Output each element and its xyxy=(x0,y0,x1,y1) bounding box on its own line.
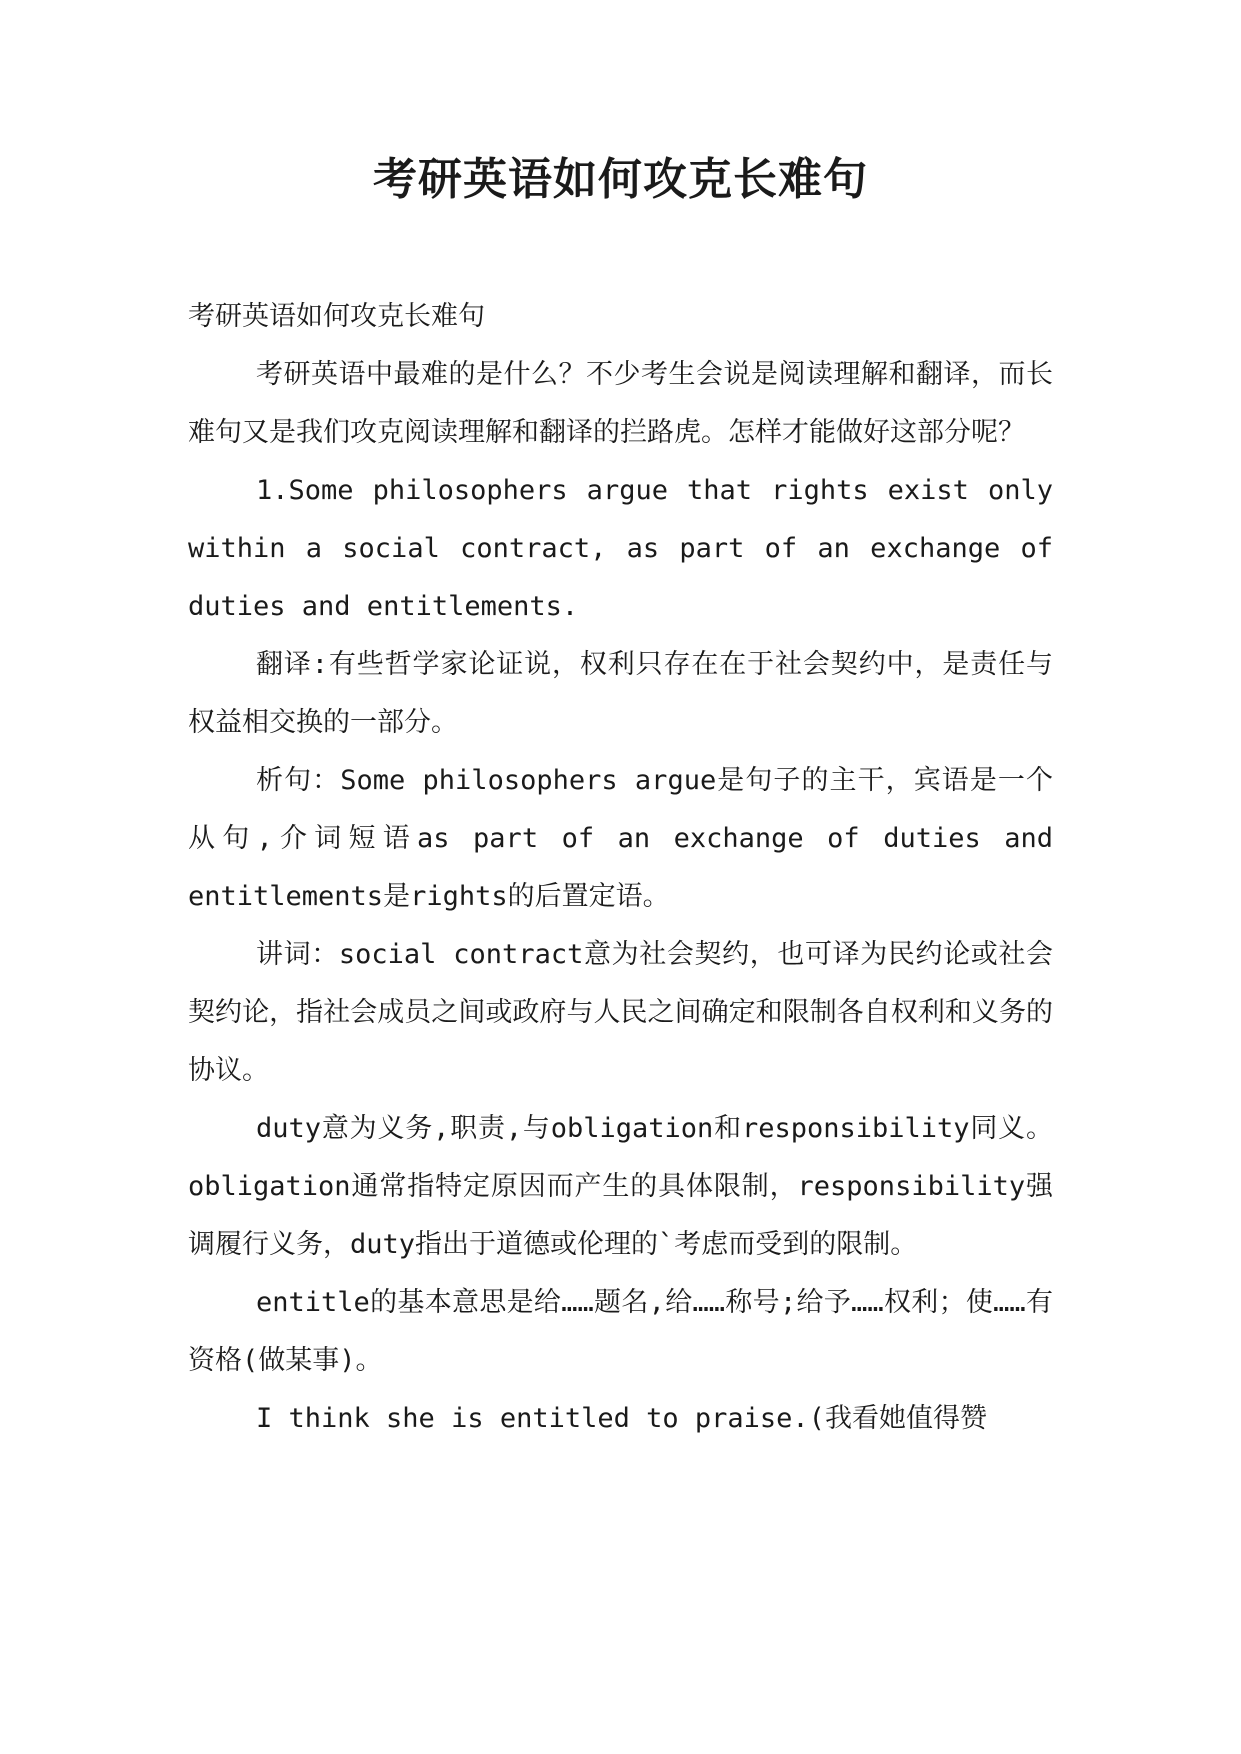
intro-paragraph: 考研英语中最难的是什么？不少考生会说是阅读理解和翻译，而长难句又是我们攻克阅读理解和翻译的拦路虎。怎样才能做好这部分呢？ xyxy=(188,359,1053,448)
subtitle-paragraph: 考研英语如何攻克长难句 xyxy=(188,301,485,332)
vocabulary-paragraph: 讲词：social contract意为社会契约，也可译为民约论或社会契约论，指社会成员之间或政府与人民之间确定和限制各自权利和义务的协议。 xyxy=(188,939,1053,1086)
document-title: 考研英语如何攻克长难句 xyxy=(373,154,868,205)
translation-paragraph: 翻译:有些哲学家论证说，权利只存在在于社会契约中，是责任与权益相交换的一部分。 xyxy=(188,649,1053,738)
sentence-analysis-paragraph: 析句：Some philosophers argue是句子的主干，宾语是一个从句,介词短语as part of an exchange of duties and entitlements是rights的后置定语。 xyxy=(188,765,1053,912)
document-body xyxy=(188,288,1053,1448)
entitle-paragraph: entitle的基本意思是给……题名,给……称号;给予……权利；使……有资格(做某事)。 xyxy=(188,1287,1053,1376)
example-usage-paragraph: I think she is entitled to praise.(我看她值得赞 xyxy=(256,1403,987,1434)
example-sentence-paragraph: 1.Some philosophers argue that rights exist only within a social contract, as part of an exchange of duties and entitlements. xyxy=(188,475,1053,622)
duty-paragraph: duty意为义务,职责,与obligation和responsibility同义。obligation通常指特定原因而产生的具体限制，responsibility强调履行义务，duty指出于道德或伦理的`考虑而受到的限制。 xyxy=(188,1113,1053,1260)
